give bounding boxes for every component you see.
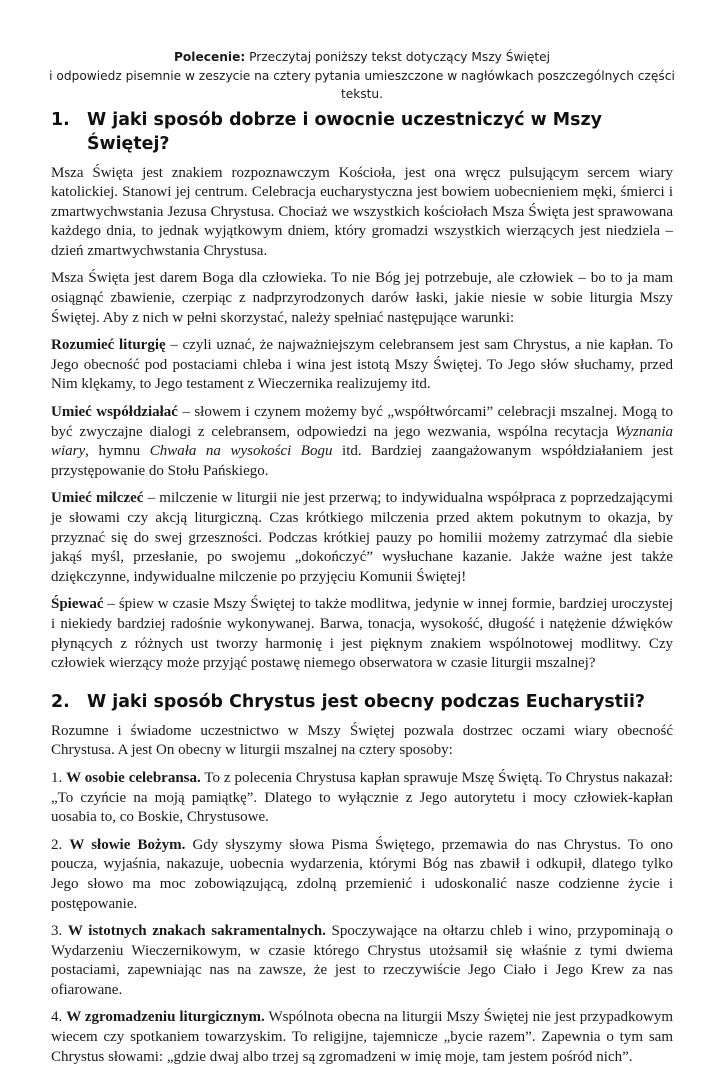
section-1-number: 1. (51, 109, 70, 130)
section-2-title: W jaki sposób Chrystus jest obecny podczas Eucharystii? (87, 691, 646, 712)
presence-item-4 (51, 1008, 673, 1067)
presence-item-2 (51, 836, 673, 914)
condition-understand-term: Rozumieć liturgię (51, 337, 166, 354)
condition-understand-text: – czyli uznać, że najważniejszym celebransem jest sam Chrystus, a nie kapłan. To Jego obecność pod postaciami chleba i wina jest istotą Mszy Świętej. To Jego słów słuchamy, przed Nim klękamy, to Jego testament z Wieczernika realizujemy itd. (51, 337, 673, 393)
condition-cooperate-term: Umieć współdziałać (51, 404, 178, 421)
presence-item-3-number: 3. (51, 923, 68, 940)
presence-item-2-number: 2. (51, 836, 70, 853)
condition-silence-text: – milczenie w liturgii nie jest przerwą; to indywidualna współpraca z poprzedzającymi je słowami czy akcją liturgiczną. Czas krótkiego milczenia przed aktem pokutnym to okazja, by przyznać się do swej grzeszności. Podczas krótkiej pauzy po homilii możemy zatrzymać dla siebie jakąś myśl, przesłanie, po swojemu „dokończyć” wysłuchane kazanie. Jakże ważne jest także dziękczynne, indywidualne milczenie po przyjęciu Komunii Świętej! (51, 490, 673, 585)
section-2-intro: Rozumne i świadome uczestnictwo w Mszy Świętej pozwala dostrzec oczami wiary obecność Chrystusa. A jest On obecny w liturgii mszalnej na cztery sposoby: (51, 722, 673, 759)
presence-item-3-term: W istotnych znakach sakramentalnych. (67, 923, 326, 940)
condition-cooperate-text-c: itd. Bardziej zaangażowanym współdziałaniem jest przystępowanie do Stołu Pańskiego. (51, 443, 674, 479)
condition-sing-text: – śpiew w czasie Mszy Świętej to także modlitwa, jedynie w innej formie, bardziej uroczystej i niekiedy bardziej radośnie wykonywanej. Barwa, tonacja, wysokość, długość i natężenie dźwięków płynących z różnych ust tworzy harmonię i jest pięknym znakiem wspólnotowej modlitwy. Czy człowiek wierzący może przyjąć postawę niemego obserwatora w czasie liturgii mszalnej? (51, 596, 673, 672)
presence-item-3 (51, 922, 673, 1000)
presence-item-1 (51, 769, 673, 828)
condition-cooperate (51, 403, 673, 481)
instruction-line-1 (33, 48, 691, 67)
gloria-title: Chwała na wysokości Bogu (149, 443, 333, 460)
condition-cooperate-text-a: – słowem i czynem możemy być „współtwórcami” celebracji mszalnej. Mogą to być zwyczajne dialogi z celebransem, odpowiedzi na jego wezwania, wspólna recytacja (51, 404, 673, 440)
section-1-paragraph-2: Msza Święta jest darem Boga dla człowieka. To nie Bóg jej potrzebuje, ale człowiek – bo to ja mam osiągnąć zbawienie, czerpiąc z nadprzyrodzonych darów łaski, jakie niesie w sobie liturgia Mszy Świętej. Aby z nich w pełni skorzystać, należy spełniać następujące warunki: (51, 270, 673, 326)
document-page (51, 48, 673, 1075)
condition-silence-term: Umieć milczeć (51, 490, 144, 507)
presence-item-4-text: Wspólnota obecna na liturgii Mszy Świętej nie jest przypadkowym wiecem czy spotkaniem towarzyskim. To religijne, tajemnicze „bycie razem”. Zapewnia o tym sam Chrystus słowami: „gdzie dwaj albo trzej są zgromadzeni w imię moje, tam jestem pośród nich”. (51, 1009, 674, 1065)
condition-silence (51, 489, 673, 587)
instruction-text-1: Przeczytaj poniższy tekst dotyczący Mszy Świętej (249, 50, 550, 64)
condition-sing-term: Śpiewać (51, 596, 104, 613)
presence-item-3-text: Spoczywające na ołtarzu chleb i wino, przypominają o Wydarzeniu Wieczernikowym, w czasie którego Chrystus utożsamił się właśnie z tymi dwiema postaciami, zapewniając nas na zawsze, że jest to rzeczywiście Jego Ciało i Jego Krew za nas ofiarowane. (51, 923, 674, 998)
creed-title: Wyznania wiary (51, 423, 673, 460)
section-1-title: W jaki sposób dobrze i owocnie uczestniczyć w Mszy Świętej? (87, 109, 602, 154)
instruction (33, 48, 691, 104)
section-1-paragraph-1: Msza Święta jest znakiem rozpoznawczym Kościoła, jest ona wręcz pulsującym sercem wiary katolickiej. Stanowi jej centrum. Celebracja eucharystyczna jest bowiem uobecnieniem męki, śmierci i zmartwychwstania Jezusa Chrystusa. Chociaż we wszystkich kościołach Msza Święta jest sprawowana każdego dnia, to jednak wyjątkowym dniem, który gromadzi wszystkich wierzących jest niedziela – dzień zmartwychwstania Chrystusa. (51, 164, 673, 259)
section-2-number: 2. (51, 691, 70, 712)
section-2-heading (51, 690, 673, 714)
presence-item-1-term: W osobie celebransa. (66, 769, 201, 786)
condition-understand (51, 336, 673, 395)
instruction-line-2: i odpowiedz pisemnie w zeszycie na cztery pytania umieszczone w nagłówkach poszczególnych części tekstu. (49, 68, 675, 101)
presence-item-1-text: To z polecenia Chrystusa kapłan sprawuje Mszę Świętą. To Chrystus nakazał: „To czyńcie na moją pamiątkę”. Dlatego to wyłącznie z Jego autorytetu i mocy człowiek-kapłan uosabia to, co Boskie, Chrystusowe. (51, 769, 673, 826)
section-1-heading (51, 108, 673, 156)
condition-cooperate-text-b: , hymnu (85, 443, 150, 460)
presence-item-4-number: 4. (51, 1009, 67, 1026)
presence-item-2-term: W słowie Bożym. (69, 836, 186, 853)
presence-item-2-text: Gdy słyszymy słowa Pisma Świętego, przemawia do nas Chrystus. To ono poucza, wyjaśnia, nakazuje, uobecnia wydarzenia, którymi Bóg nas zbawił i odkupił, dlatego tylko Jego słowo ma moc zobowiązującą, zdolną przemienić i udoskonalić nasze codzienne życie i postępowanie. (51, 836, 673, 912)
condition-sing (51, 595, 673, 673)
presence-item-1-number: 1. (51, 769, 67, 786)
presence-item-4-term: W zgromadzeniu liturgicznym. (66, 1009, 265, 1026)
instruction-label: Polecenie: (174, 50, 246, 64)
